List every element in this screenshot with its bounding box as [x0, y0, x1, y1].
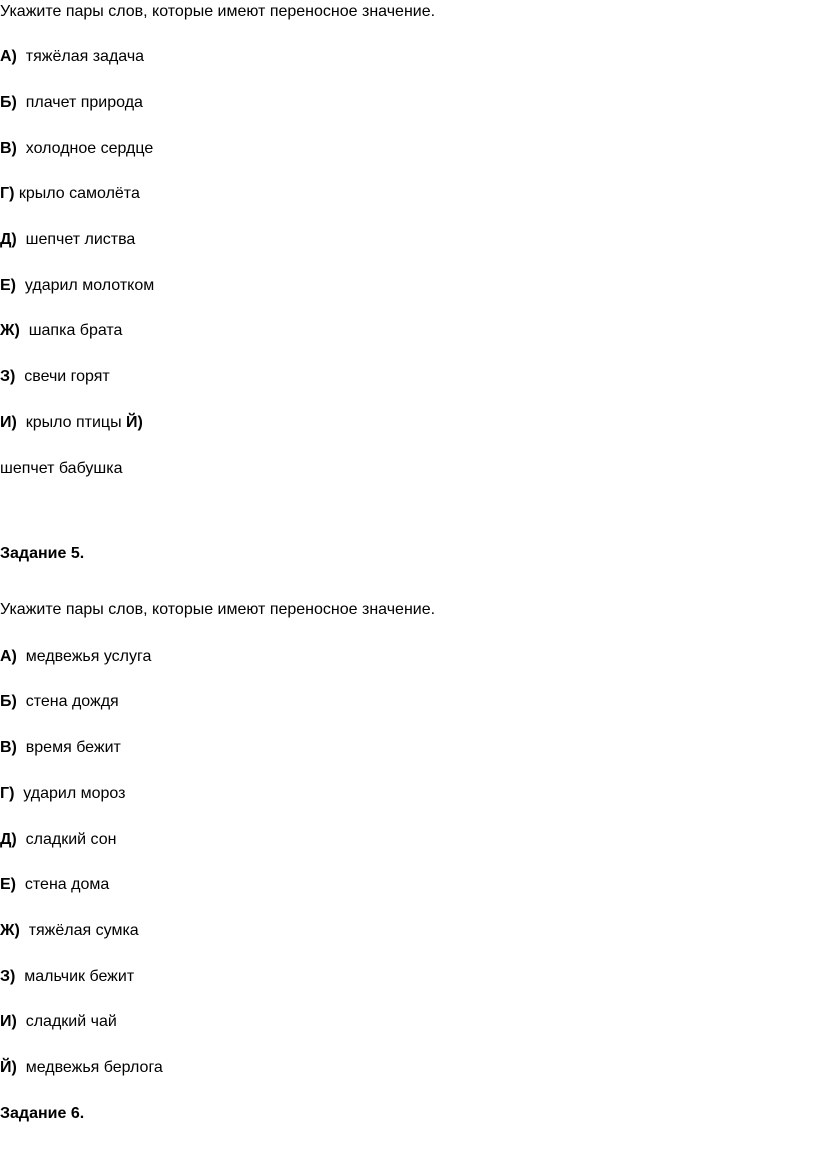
task4-option-g: [0, 184, 140, 204]
task4-option-d: [0, 230, 135, 250]
task5-option-y: [0, 1058, 163, 1078]
option-text: сладкий сон: [25, 831, 117, 848]
option-label: А): [0, 648, 17, 665]
option-text: стена дома: [24, 876, 110, 893]
option-label: И): [0, 1013, 17, 1030]
option-label: Г): [0, 785, 15, 802]
task4-option-z: [0, 367, 110, 387]
option-text: ударил мороз: [23, 785, 126, 802]
task4-option-e: [0, 276, 154, 296]
option-text: тяжёлая сумка: [28, 922, 139, 939]
task5-option-z: [0, 967, 134, 987]
task4-option-i: [0, 413, 143, 433]
task5-option-g: [0, 784, 125, 804]
task4-option-y-text: шепчет бабушка: [0, 460, 123, 477]
option-label: Й): [0, 1059, 17, 1076]
option-label: Е): [0, 277, 16, 294]
option-text: сладкий чай: [25, 1013, 117, 1030]
task4-option-a: [0, 47, 144, 67]
option-text: мальчик бежит: [24, 968, 135, 985]
option-text: время бежит: [25, 739, 121, 756]
option-label: И): [0, 414, 17, 431]
option-label: В): [0, 140, 17, 157]
option-label: Е): [0, 876, 16, 893]
task5-option-b: [0, 692, 119, 712]
task4-option-b: [0, 93, 143, 113]
task4-option-v: [0, 139, 153, 159]
option-label: Ж): [0, 922, 20, 939]
task4-instruction: Укажите пары слов, которые имеют переносное значение.: [0, 3, 436, 20]
option-label: В): [0, 739, 17, 756]
option-label: Г): [0, 185, 15, 202]
option-text: крыло самолёта: [18, 185, 140, 202]
option-label: Ж): [0, 322, 20, 339]
option-text: шепчет листва: [25, 231, 136, 248]
task6-heading: Задание 6.: [0, 1105, 85, 1122]
option-text: холодное сердце: [25, 140, 154, 157]
option-text: медвежья услуга: [25, 648, 152, 665]
option-text: стена дождя: [25, 693, 119, 710]
task5-option-e: [0, 875, 109, 895]
option-label: Д): [0, 831, 17, 848]
option-label: З): [0, 968, 16, 985]
task5-instruction: Укажите пары слов, которые имеют переносное значение.: [0, 601, 436, 618]
option-text: шапка брата: [28, 322, 123, 339]
option-label: Б): [0, 94, 17, 111]
task5-heading: Задание 5.: [0, 545, 85, 562]
option-text: плачет природа: [25, 94, 143, 111]
option-label: З): [0, 368, 16, 385]
option-text: крыло птицы: [25, 414, 122, 431]
option-text: ударил молотком: [24, 277, 155, 294]
task5-option-a: [0, 647, 151, 667]
option-text: медвежья берлога: [25, 1059, 163, 1076]
task5-option-zh: [0, 921, 139, 941]
task5-option-d: [0, 830, 116, 850]
option-text: тяжёлая задача: [25, 48, 145, 65]
option-label: А): [0, 48, 17, 65]
task5-option-i: [0, 1012, 117, 1032]
option-label: Д): [0, 231, 17, 248]
option-label: Б): [0, 693, 17, 710]
task5-option-v: [0, 738, 121, 758]
option-label-y: Й): [126, 414, 143, 431]
task4-option-zh: [0, 321, 122, 341]
option-text: свечи горят: [24, 368, 110, 385]
